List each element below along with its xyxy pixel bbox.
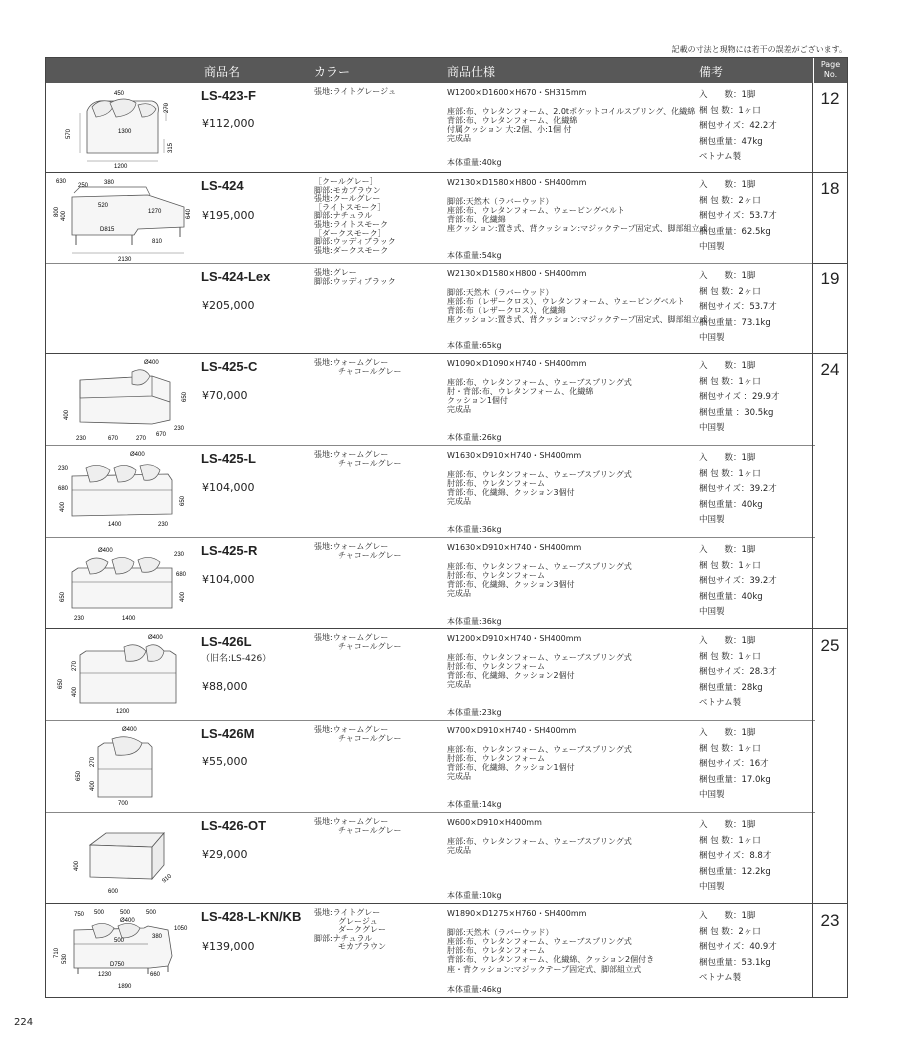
page-divider (813, 353, 847, 354)
page-number: 23 (813, 911, 847, 931)
product-row (46, 263, 815, 354)
product-price: ¥195,000 (202, 209, 255, 222)
dim-label: 500 (114, 938, 125, 944)
product-row (46, 720, 815, 813)
dim-label: 670 (108, 436, 119, 442)
dim-label: 400 (74, 860, 80, 871)
product-color: 張地:ライトグレー グレージュ ダークグレー 脚部:ナチュラル モカブラウン (314, 908, 386, 952)
dim-label: 270 (136, 436, 147, 442)
product-name: LS-426M (201, 726, 255, 741)
product-table (45, 57, 848, 998)
dim-label: 520 (98, 203, 109, 209)
header-page: Page No. (813, 58, 847, 83)
product-spec: W700×D910×H740・SH400mm 座部:布、ウレタンフォーム、ウェーブスプリング式 肘部:布、ウレタンフォーム 背部:布、化繊綿、クッション1個付 完成品 (447, 726, 632, 782)
product-color: 張地:ウォームグレー チャコールグレー (314, 542, 402, 560)
page-divider (813, 628, 847, 629)
product-remark: 入 数：1脚 梱 包 数：2ヶ口 梱包サイズ：40.9才 梱包重量：53.1kg ベトナム製 (699, 911, 777, 983)
dim-label: 400 (61, 210, 67, 221)
product-weight: 本体重量:36kg (447, 617, 502, 626)
dim-label: 270 (164, 102, 170, 113)
table-header (46, 58, 847, 83)
product-drawing (52, 358, 192, 440)
dim-label: 1300 (118, 129, 132, 135)
dim-label: 1400 (108, 522, 122, 528)
dim-label: 650 (180, 495, 186, 506)
page-column (812, 83, 847, 997)
dim-label: 500 (120, 910, 131, 916)
page-number: 19 (813, 269, 847, 289)
header-color: カラー (314, 65, 351, 79)
product-spec: W1200×D910×H740・SH400mm 座部:布、ウレタンフォーム、ウェーブスプリング式 肘部:布、ウレタンフォーム 背部:布、化繊綿、クッション2個付 完成品 (447, 634, 632, 690)
dim-label: 600 (108, 889, 119, 895)
product-weight: 本体重量:36kg (447, 525, 502, 534)
dim-label: 680 (58, 486, 69, 492)
product-row (46, 628, 815, 721)
product-color: 張地:ウォームグレー チャコールグレー (314, 725, 402, 743)
product-remark: 入 数：1脚 梱 包 数：1ヶ口 梱包サイズ：39.2才 梱包重量：40kg 中国製 (699, 545, 777, 617)
product-name: LS-428-L-KN/KB (201, 909, 302, 924)
product-spec: W1200×D1600×H670・SH315mm 座部:布、ウレタンフォーム、2.0tポケットコイルスプリング、化繊綿 背部:布、ウレタンフォーム、化繊綿 付属クッション 大:2個、小:1個 付 完成品 (447, 88, 696, 144)
dim-label: 1200 (114, 164, 128, 170)
product-weight: 本体重量:40kg (447, 158, 502, 167)
product-spec: W1630×D910×H740・SH400mm 座部:布、ウレタンフォーム、ウェーブスプリング式 肘部:布、ウレタンフォーム 背部:布、化繊綿、クッション3個付 完成品 (447, 543, 632, 599)
dim-label: 400 (64, 409, 70, 420)
dim-label: 450 (114, 91, 125, 97)
product-name: LS-425-L (201, 451, 256, 466)
product-drawing (52, 542, 192, 624)
product-weight: 本体重量:54kg (447, 251, 502, 260)
dim-label: 570 (66, 128, 72, 139)
product-color: 張地:ウォームグレー チャコールグレー (314, 817, 402, 835)
product-row (46, 83, 815, 172)
dim-label: 2130 (118, 257, 132, 263)
product-remark: 入 数：1脚 梱 包 数：2ヶ口 梱包サイズ：53.7才 梱包重量：62.5kg 中国製 (699, 180, 777, 252)
dim-label: 910 (161, 873, 173, 885)
product-drawing (52, 725, 192, 807)
dim-label: Ø400 (98, 548, 113, 554)
dim-label: 270 (90, 756, 96, 767)
dim-label: Ø400 (130, 452, 145, 458)
dim-label: 650 (76, 770, 82, 781)
product-weight: 本体重量:26kg (447, 433, 502, 442)
dim-label: D750 (110, 962, 125, 968)
page-divider (813, 172, 847, 173)
dim-label: 250 (78, 183, 89, 189)
product-row (46, 903, 815, 998)
dim-label: 230 (74, 616, 85, 622)
product-name: LS-423-F (201, 88, 256, 103)
product-price: ¥88,000 (202, 680, 248, 693)
dim-label: 1270 (148, 209, 162, 215)
dim-label: 650 (182, 391, 188, 402)
product-name: LS-425-R (201, 543, 258, 558)
dim-label: 230 (58, 466, 69, 472)
header-spec: 商品仕様 (447, 65, 496, 79)
product-row (46, 812, 815, 904)
product-name: LS-425-C (201, 359, 258, 374)
product-name: LS-426L (201, 634, 252, 649)
product-price: ¥70,000 (202, 389, 248, 402)
product-weight: 本体重量:23kg (447, 708, 502, 717)
product-price: ¥112,000 (202, 117, 255, 130)
dim-label: Ø400 (120, 918, 135, 924)
product-remark: 入 数：1脚 梱 包 数：1ヶ口 梱包サイズ：39.2才 梱包重量：40kg 中国製 (699, 453, 777, 525)
dim-label: 700 (118, 801, 129, 807)
product-drawing (52, 450, 192, 532)
product-remark: 入 数：1脚 梱 包 数：1ヶ口 梱包サイズ：42.2才 梱包重量：47kg ベトナム製 (699, 90, 777, 162)
product-spec: W1630×D910×H740・SH400mm 座部:布、ウレタンフォーム、ウェーブスプリング式 肘部:布、ウレタンフォーム 背部:布、化繊綿、クッション3個付 完成品 (447, 451, 632, 507)
product-drawing (52, 908, 192, 990)
product-spec: W600×D910×H400mm 座部:布、ウレタンフォーム、ウェーブスプリング式 完成品 (447, 818, 632, 855)
dim-label: 1200 (116, 709, 130, 715)
dim-label: 750 (74, 912, 85, 918)
dim-label: 810 (152, 239, 163, 245)
dim-label: 230 (174, 426, 185, 432)
dim-label: 230 (158, 522, 169, 528)
page-number: 24 (813, 360, 847, 380)
product-color: 張地:ウォームグレー チャコールグレー (314, 633, 402, 651)
header-name: 商品名 (204, 65, 241, 79)
product-weight: 本体重量:10kg (447, 891, 502, 900)
dim-label: 630 (56, 179, 67, 185)
product-color: 張地:ウォームグレー チャコールグレー (314, 358, 402, 376)
product-row (46, 172, 815, 264)
dim-label: Ø400 (148, 635, 163, 641)
dim-label: 650 (60, 591, 66, 602)
product-drawing (52, 177, 192, 263)
dim-label: 530 (62, 953, 68, 964)
dim-label: 710 (54, 947, 60, 958)
header-remark: 備考 (699, 65, 724, 79)
product-remark: 入 数：1脚 梱 包 数：1ヶ口 梱包サイズ：28.3才 梱包重量：28kg ベトナム製 (699, 636, 777, 708)
dim-label: 380 (104, 180, 115, 186)
product-drawing (52, 817, 192, 899)
dim-label: D815 (100, 227, 115, 233)
product-row (46, 537, 815, 629)
product-name: LS-426-OT (201, 818, 267, 833)
product-color: 張地:グレー 脚部:ウッディブラック (314, 268, 396, 286)
dim-label: 1230 (98, 972, 112, 978)
product-color: 張地:ウォームグレー チャコールグレー (314, 450, 402, 468)
dim-label: 680 (176, 572, 187, 578)
product-price: ¥139,000 (202, 940, 255, 953)
dim-label: 670 (156, 432, 167, 438)
dim-label: 230 (76, 436, 87, 442)
dim-label: 640 (186, 208, 192, 219)
dim-label: 500 (94, 910, 105, 916)
page-number: 25 (813, 636, 847, 656)
footer-page-number: 224 (14, 1017, 34, 1028)
product-spec: W2130×D1580×H800・SH400mm 脚部:天然木（ラバーウッド） 座部:布、ウレタンフォーム、ウェービングベルト 背部:布、化繊綿 座クッション:置き式、背クッション:マジックテープ固定式、脚部組立式 (447, 178, 708, 234)
product-name: LS-424-Lex (201, 269, 271, 284)
dim-label: 230 (174, 552, 185, 558)
dim-label: 400 (180, 591, 186, 602)
dim-label: 1400 (122, 616, 136, 622)
product-price: ¥29,000 (202, 848, 248, 861)
product-spec: W1890×D1275×H760・SH400mm 脚部:天然木（ラバーウッド） 座部:布、ウレタンフォーム、ウェーブスプリング式 肘部:布、ウレタンフォーム 背部:布、ウレタンフォーム、化繊綿、クッション2個付き 座・背クッション:マジックテープ固定式、脚部組立式 (447, 909, 655, 974)
dimension-notice: 記載の寸法と現物には若干の誤差がございます。 (671, 45, 847, 54)
dim-label: 650 (58, 678, 64, 689)
product-drawing (52, 633, 192, 715)
product-remark: 入 数：1脚 梱 包 数：2ヶ口 梱包サイズ：53.7才 梱包重量：73.1kg 中国製 (699, 271, 777, 343)
product-weight: 本体重量:65kg (447, 341, 502, 350)
dim-label: 800 (54, 206, 60, 217)
dim-label: 315 (168, 142, 174, 153)
page-divider (813, 903, 847, 904)
dim-label: 1050 (174, 926, 188, 932)
product-row (46, 445, 815, 538)
dim-label: 400 (90, 780, 96, 791)
dim-label: Ø400 (144, 360, 159, 366)
dim-label: Ø400 (122, 727, 137, 733)
product-price: ¥205,000 (202, 299, 255, 312)
dim-label: 500 (146, 910, 157, 916)
page-number: 12 (813, 89, 847, 109)
product-row (46, 353, 815, 446)
product-color: ［クールグレー］ 脚部:モカブラウン 張地:クールグレー ［ライトスモーク］ 脚部:ナチュラル 張地:ライトスモーク ［ダークスモーク］ 脚部:ウッディブラック 張地:ダークスモーク (314, 177, 396, 255)
product-price: ¥55,000 (202, 755, 248, 768)
product-price: ¥104,000 (202, 481, 255, 494)
product-weight: 本体重量:46kg (447, 985, 502, 994)
product-drawing (52, 87, 192, 169)
product-color: 張地:ライトグレージュ (314, 87, 396, 96)
product-remark: 入 数：1脚 梱 包 数：1ヶ口 梱包サイズ ：29.9才 梱包重量 ：30.5kg 中国製 (699, 361, 780, 433)
dim-label: 400 (60, 501, 66, 512)
product-remark: 入 数：1脚 梱 包 数：1ヶ口 梱包サイズ：8.8才 梱包重量：12.2kg 中国製 (699, 820, 772, 892)
page-number: 18 (813, 179, 847, 199)
product-name: LS-424 (201, 178, 244, 193)
product-spec: W2130×D1580×H800・SH400mm 脚部:天然木（ラバーウッド） 座部:布（レザークロス）、ウレタンフォーム、ウェービングベルト 背部:布（レザークロス）、化繊綿 座クッション:置き式、背クッション:マジックテープ固定式、脚部組立式 (447, 269, 708, 325)
page-divider (813, 263, 847, 264)
dim-label: 270 (72, 660, 78, 671)
dim-label: 660 (150, 972, 161, 978)
dim-label: 380 (152, 934, 163, 940)
product-weight: 本体重量:14kg (447, 800, 502, 809)
dim-label: 1890 (118, 984, 132, 990)
product-spec: W1090×D1090×H740・SH400mm 座部:布、ウレタンフォーム、ウェーブスプリング式 肘・背部:布、ウレタンフォーム、化繊綿 クッション1個付 完成品 (447, 359, 632, 415)
product-remark: 入 数：1脚 梱 包 数：1ヶ口 梱包サイズ：16才 梱包重量：17.0kg 中国製 (699, 728, 771, 800)
dim-label: 400 (72, 686, 78, 697)
product-price: ¥104,000 (202, 573, 255, 586)
product-old-name: （旧名:LS-426） (201, 654, 272, 664)
